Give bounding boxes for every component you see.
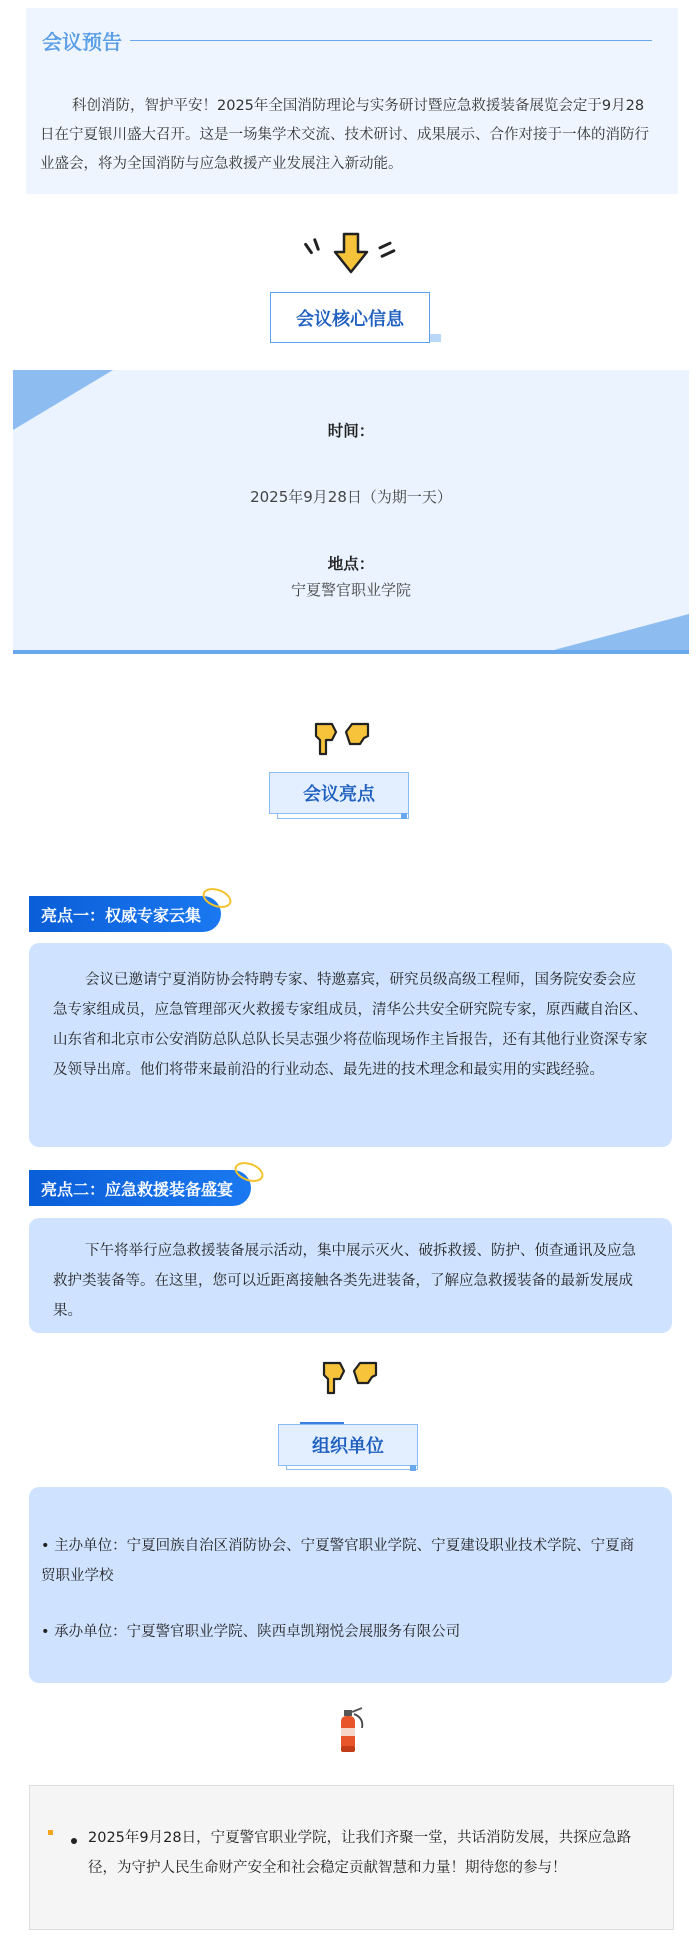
place-label: 地点：	[327, 555, 375, 573]
organizers-card	[29, 1487, 672, 1683]
bullet-icon	[71, 1838, 77, 1844]
host-line: • 主办单位：宁夏回族自治区消防协会、宁夏警官职业学院、宁夏建设职业技术学院、宁夏商贸职业学校	[41, 1538, 635, 1584]
title-divider	[130, 40, 652, 41]
corner-decoration	[539, 614, 689, 654]
pointing-hands-icon	[320, 1357, 380, 1397]
highlight-2-header: 亮点二：应急救援装备盛宴	[29, 1170, 251, 1206]
down-arrow-icon	[293, 232, 413, 276]
organizers-title: 组织单位	[278, 1424, 418, 1466]
title-dot	[401, 813, 407, 819]
pointing-hands-icon	[312, 718, 372, 758]
title-dot	[410, 1465, 416, 1471]
organizer-line: • 承办单位：宁夏警官职业学院、陕西卓凯翔悦会展服务有限公司	[41, 1624, 461, 1640]
highlight-1-card	[29, 943, 672, 1147]
highlights-title: 会议亮点	[269, 772, 409, 814]
time-label: 时间：	[327, 422, 375, 440]
preview-title: 会议预告	[42, 30, 122, 54]
highlight-2-card	[29, 1218, 672, 1333]
bullet-icon	[48, 1830, 53, 1835]
highlight-1-text: 会议已邀请宁夏消防协会特聘专家、特邀嘉宾，研究员级高级工程师，国务院安委会应急专家组成员，应急管理部灭火救援专家组成员，清华公共安全研究院专家，原西藏自治区、山东省和北京市公安消防总队总队长吴志强少将莅临现场作主旨报告，还有其他行业资深专家及领导出席。他们将带来最前沿的行业动态、最先进的技术理念和最实用的实践经验。	[53, 972, 648, 1078]
highlight-2-text: 下午将举行应急救援装备展示活动，集中展示灭火、破拆救援、防护、侦查通讯及应急救护类装备等。在这里，您可以近距离接触各类先进装备，了解应急救援装备的最新发展成果。	[53, 1243, 636, 1319]
core-info-title: 会议核心信息	[270, 292, 430, 343]
preview-paragraph: 科创消防，智护平安！2025年全国消防理论与实务研讨暨应急救援装备展览会定于9月28日在宁夏银川盛大召开。这是一场集学术交流、技术研讨、成果展示、合作对接于一体的消防行业盛会，将为全国消防与应急救援产业发展注入新动能。	[40, 98, 649, 172]
highlight-1-header: 亮点一：权威专家云集	[29, 896, 221, 932]
time-value: 2025年9月28日（为期一天）	[250, 488, 452, 506]
core-info-panel	[13, 370, 689, 654]
place-value: 宁夏警官职业学院	[290, 581, 411, 599]
fire-extinguisher-icon	[330, 1706, 370, 1756]
footer-text: 2025年9月28日，宁夏警官职业学院，让我们齐聚一堂，共话消防发展，共探应急路径，为守护人民生命财产安全和社会稳定贡献智慧和力量！期待您的参与！	[88, 1830, 632, 1876]
